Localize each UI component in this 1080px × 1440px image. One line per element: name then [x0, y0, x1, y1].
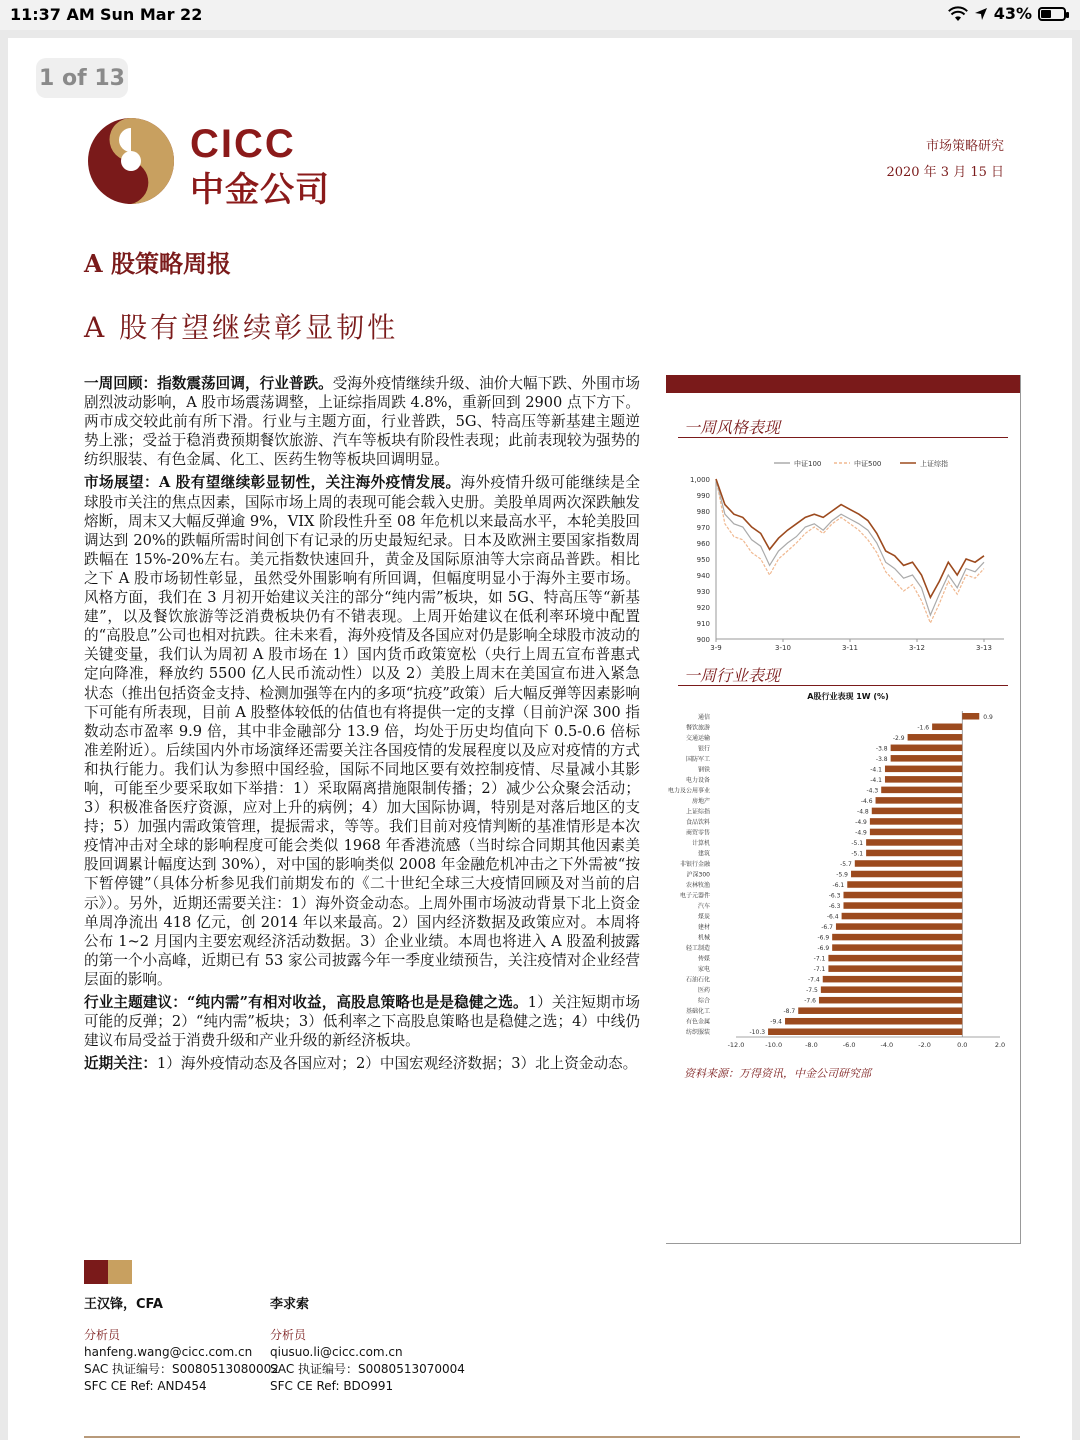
report-body [84, 374, 640, 1077]
category-label: 家电 [697, 966, 710, 974]
bar [843, 902, 962, 909]
category-label: 石油石化 [685, 976, 710, 984]
data-label: -4.1 [870, 766, 882, 774]
category-label: 建筑 [697, 850, 710, 858]
data-label: -8.7 [783, 1008, 796, 1016]
data-label: -7.6 [804, 997, 816, 1005]
cicc-logo [86, 116, 346, 210]
data-label: -5.1 [851, 850, 864, 858]
y-tick-label: 900 [696, 636, 710, 644]
industry-performance-heading: 一周行业表现 [684, 666, 781, 685]
paragraph-watch-body: 1）海外疫情动态及各国应对；2）中国宏观经济数据；3）北上资金动态。 [156, 1055, 638, 1073]
data-label: -4.3 [866, 787, 879, 795]
bar [819, 997, 962, 1004]
y-tick-label: 990 [696, 492, 710, 500]
category-label: 银行 [697, 745, 710, 753]
data-label: -6.4 [826, 913, 839, 921]
bar [870, 829, 962, 836]
y-tick-label: 920 [696, 604, 710, 612]
category-label: 医药 [697, 987, 710, 995]
category-label: 电力设备 [685, 776, 710, 784]
series-line [716, 479, 984, 615]
paragraph-outlook-head: 市场展望：A 股有望继续彰显韧性，关注海外疫情发展。 [84, 474, 461, 492]
paragraph-sectors-body: 1）关注短期市场可能的反弹；2）“纯内需”板块；3）低利率之下高股息策略也是稳健之选；4）中线仍建议布局受益于消费升级和产业升级的新经济板块。 [84, 994, 640, 1050]
x-tick-label: -10.0 [765, 1041, 783, 1049]
x-tick-label: 0.0 [957, 1041, 968, 1049]
paragraph-outlook [84, 473, 640, 989]
paragraph-review [84, 374, 640, 469]
y-tick-label: 910 [696, 620, 710, 628]
category-label: 上证综指 [685, 808, 710, 816]
bar [872, 808, 963, 815]
sidebar-panel [666, 375, 1021, 1244]
x-tick-label: -2.0 [918, 1041, 931, 1049]
bar [876, 797, 963, 804]
bar [962, 713, 979, 720]
bar [828, 965, 962, 972]
bar [891, 745, 963, 752]
paragraph-watch-head: 近期关注： [84, 1055, 157, 1073]
sidebar-topbar [666, 375, 1020, 393]
x-tick-label: 3-13 [976, 644, 992, 652]
data-label: -4.1 [870, 776, 882, 784]
location-arrow-icon [974, 7, 988, 21]
bar [823, 976, 963, 983]
category-label: 餐饮旅游 [685, 724, 710, 732]
category-label: 有色金属 [685, 1018, 710, 1026]
data-label: -7.1 [813, 966, 826, 974]
paragraph-review-body: 受海外疫情继续升级、油价大幅下跌、外围市场剧烈波动影响，A 股市场震荡调整，上证综指周跌 4.8%，重新回到 2900 点下方下。两市成交较此前有所下滑。行业与主题方面，行业普跌，5G、特高压等新基建主题逆势上涨；受益于稳消费预期餐饮旅游、汽车等板块有阶段性表现；此前表现较为强势的纺织服装、有色金属、化工、医药生物等板块回调明显。 [84, 375, 640, 469]
author-name: 李求索 [270, 1297, 310, 1312]
paragraph-sectors [84, 993, 640, 1050]
x-tick-label: 2.0 [994, 1041, 1006, 1049]
bar [885, 776, 962, 783]
category-label: 国防军工 [685, 755, 710, 763]
bar [768, 1028, 962, 1035]
category-label: 煤炭 [697, 913, 710, 921]
heading-rule [678, 685, 1008, 686]
status-date: Sun Mar 22 [100, 5, 203, 24]
report-title: A 股有望继续彰显韧性 [84, 311, 399, 344]
chart-source: 资料来源：万得资讯，中金公司研究部 [684, 1067, 871, 1080]
bar [832, 944, 962, 951]
data-label: -9.4 [770, 1018, 783, 1026]
industry-performance-bar-chart [667, 687, 1014, 1065]
data-label: -5.7 [840, 860, 852, 868]
bar [821, 986, 962, 993]
author-email[interactable]: qiusuo.li@cicc.com.cn [270, 1345, 403, 1359]
category-label: 电力及公用事业 [667, 787, 710, 795]
category-label: 交通运输 [685, 734, 710, 742]
bar [798, 1007, 962, 1014]
y-tick-label: 950 [696, 556, 710, 564]
paragraph-sectors-head: 行业主题建议：“纯内需”有相对收益，高股息策略也是是稳健之选。 [84, 994, 528, 1011]
data-label: -2.9 [892, 734, 905, 742]
author-sfc: SFC CE Ref: AND454 [84, 1379, 207, 1393]
category-label: 汽车 [697, 903, 710, 911]
author-email[interactable]: hanfeng.wang@cicc.com.cn [84, 1345, 253, 1359]
y-tick-label: 970 [696, 524, 710, 532]
bar [843, 892, 962, 899]
category-label: 纺织服装 [685, 1029, 710, 1037]
page-indicator: 1 of 13 [36, 58, 128, 98]
series-line [716, 479, 984, 597]
status-time: 11:37 AM [10, 5, 95, 24]
bar [881, 787, 962, 794]
y-tick-label: 1,000 [689, 476, 710, 484]
category-label: 农林牧渔 [685, 882, 710, 890]
data-label: -5.9 [836, 871, 849, 879]
bar [866, 839, 962, 846]
legend-label: 中证100 [794, 460, 822, 468]
status-bar [0, 0, 1080, 30]
category-label: 综合 [697, 997, 710, 1005]
series-line [716, 479, 984, 623]
bar [842, 913, 963, 920]
author-role: 分析员 [270, 1328, 307, 1342]
report-category: 市场策略研究 [925, 139, 1004, 154]
data-label: -6.9 [817, 934, 830, 942]
data-label: -4.9 [855, 829, 867, 837]
data-label: -10.3 [749, 1029, 766, 1037]
author-sac: SAC 执证编号：S0080513080002 [84, 1362, 279, 1376]
y-tick-label: 930 [696, 588, 710, 596]
battery-icon [1038, 7, 1066, 21]
bar [847, 881, 962, 888]
category-label: 房地产 [691, 797, 710, 805]
legend-label: 中证500 [854, 460, 882, 468]
bar [832, 934, 962, 941]
bar [885, 766, 962, 773]
data-label: -6.9 [817, 945, 830, 953]
chart-title: A股行业表现 1W (%) [807, 692, 889, 701]
category-label: 电子元器件 [679, 892, 710, 900]
report-series: A 股策略周报 [84, 249, 231, 278]
brand-en: CICC [190, 122, 296, 166]
document-page[interactable] [8, 38, 1072, 1440]
x-tick-label: 3-11 [842, 644, 858, 652]
x-tick-label: 3-9 [710, 644, 722, 652]
bar [836, 923, 962, 930]
x-tick-label: 3-10 [775, 644, 791, 652]
category-label: 非银行金融 [679, 860, 710, 868]
legend-label: 上证综指 [920, 460, 948, 468]
x-tick-label: -12.0 [727, 1041, 745, 1049]
heading-rule [678, 437, 1008, 438]
wifi-icon [948, 6, 968, 22]
data-label: -4.6 [860, 797, 873, 805]
data-label: -4.8 [857, 808, 869, 816]
bar [855, 860, 962, 867]
category-label: 沪深300 [686, 871, 710, 879]
data-label: -7.4 [808, 976, 820, 984]
bar [870, 818, 962, 825]
bar [866, 850, 962, 857]
brand-cn: 中金公司 [190, 170, 330, 210]
battery-percent: 43% [993, 4, 1032, 23]
category-label: 计算机 [691, 839, 710, 847]
status-right [948, 4, 1066, 23]
author-card [270, 1296, 465, 1395]
category-label: 传媒 [697, 955, 710, 963]
data-label: -6.3 [828, 903, 841, 911]
data-label: -5.1 [851, 839, 864, 847]
data-label: -3.8 [875, 745, 888, 753]
bar [891, 755, 963, 762]
y-tick-label: 960 [696, 540, 710, 548]
data-label: -1.6 [917, 724, 930, 732]
cicc-logo-mark-icon [86, 116, 176, 206]
data-label: -4.9 [855, 818, 867, 826]
style-performance-heading: 一周风格表现 [684, 418, 781, 437]
category-label: 机械 [697, 934, 710, 942]
bar [932, 724, 962, 731]
bar [851, 871, 962, 878]
data-label: 0.9 [983, 713, 993, 721]
category-label: 通信 [697, 713, 710, 721]
header-meta [886, 134, 1004, 186]
y-tick-label: 940 [696, 572, 710, 580]
author-color-squares [84, 1260, 132, 1284]
x-tick-label: 3-12 [909, 644, 925, 652]
data-label: -7.5 [806, 987, 818, 995]
data-label: -7.1 [813, 955, 826, 963]
author-sfc: SFC CE Ref: BDO991 [270, 1379, 394, 1393]
y-tick-label: 980 [696, 508, 710, 516]
category-label: 钢铁 [697, 766, 710, 774]
bar [785, 1018, 962, 1025]
author-role: 分析员 [84, 1328, 121, 1342]
category-label: 商贸零售 [685, 829, 710, 837]
style-performance-line-chart [674, 441, 1014, 651]
bar [908, 734, 963, 741]
category-label: 基础化工 [685, 1008, 710, 1016]
x-tick-label: -4.0 [880, 1041, 894, 1049]
x-tick-label: -8.0 [805, 1041, 818, 1049]
category-label: 食品饮料 [685, 818, 710, 826]
paragraph-outlook-body: 海外疫情升级可能继续是全球股市关注的焦点因素，国际市场上周的表现可能会载入史册。美股单周两次深跌触发熔断，周末又大幅反弹逾 9%，VIX 阶段性升至 08 年危机以来最高水平，本轮美股回调达到 20%的跌幅所需时间创下有记录的历史最短纪录。日本及欧洲主要国家指数周跌幅在 15%-20%左右。美元指数快速回升，黄金及国际原油等大宗商品普跌。相比之下 A 股市场韧性彰显，虽然受外围影响有所回调，但幅度明显小于海外主要市场。风格方面，我们在 3 月初开始建议关注的部分“纯内需”板块，如 5G、特高压等“新基建”，以及餐饮旅游等泛消费板块仍有不错表现。上周开始建议在低利率环境中配置的“高股息”公司也相对抗跌。往未来看，海外疫情及各国应对仍是影响全球股市波动的关键变量，我们认为周初 A 股市场在 1）国内货币政策宽松（央行上周五宣布普惠式定向降准，释放约 5500 亿人民币流动性）以及 2）美股上周末在美国宣布进入紧急状态（推出包括资金支持、检测加强等在内的多项“抗疫”政策）后大幅反弹等因素影响下可能有所表现，目前 A 股整体较低的估值也有将提供一定的支撑（目前沪深 300 指数动态市盈率 9.9 倍，其中非金融部分 13.9 倍，均处于历史均值向下 0.5-0.6 倍标准差附近）。后续国内外市场演绎还需要关注各国疫情的发展程度以及应对疫情的方式和执行能力。我们认为参照中国经验，国际不同地区要有效控制疫情、尽量减小其影响，可能至少要采取如下举措：1）采取隔离措施限制传播；2）减少公众聚会活动；3）积极准备医疗资源，应对上升的病例；4）加大国际协调，特别是对落后地区的支持；5）加强内需政策管理，提振需求，等等。我们目前对疫情判断的基准情形是本次疫情冲击对全球的影响程度可能会类似 1968 年香港流感（当时综合同期其他因素美股回调累计幅度达到 30%），对中国的影响类似 2008 年金融危机冲击之下外需被“按下暂停键”（具体分析参见我们前期发布的《二十世纪全球三大疫情回顾及对当前的启示》）。另外，近期还需要关注：1）海外资金动态。上周外围市场波动背景下北上资金单周净流出 418 亿元，创 2014 年以来最高。2）国内经济数据及政策应对。本周将公布 1~2 月国内主要宏观经济活动数据。3）企业业绩。本周也将进入 A 股盈利披露的第一个小高峰，近期已有 53 家公司披露今年一季度业绩预告，关注疫情对企业经营层面的影响。 [84, 474, 640, 988]
bottom-rule [84, 1436, 1020, 1438]
paragraph-watch [84, 1054, 640, 1073]
data-label: -6.7 [821, 924, 833, 932]
data-label: -6.3 [828, 892, 841, 900]
data-label: -6.1 [832, 882, 845, 890]
report-date: 2020 年 3 月 15 日 [886, 165, 1004, 180]
category-label: 建材 [697, 924, 710, 932]
paragraph-review-head: 一周回顾：指数震荡回调，行业普跌。 [84, 375, 333, 392]
author-card [84, 1296, 279, 1395]
category-label: 轻工制造 [685, 945, 710, 953]
x-tick-label: -6.0 [842, 1041, 856, 1049]
author-sac: SAC 执证编号：S0080513070004 [270, 1362, 465, 1376]
data-label: -3.8 [875, 755, 888, 763]
bar [828, 955, 962, 962]
author-name: 王汉锋，CFA [84, 1297, 163, 1312]
